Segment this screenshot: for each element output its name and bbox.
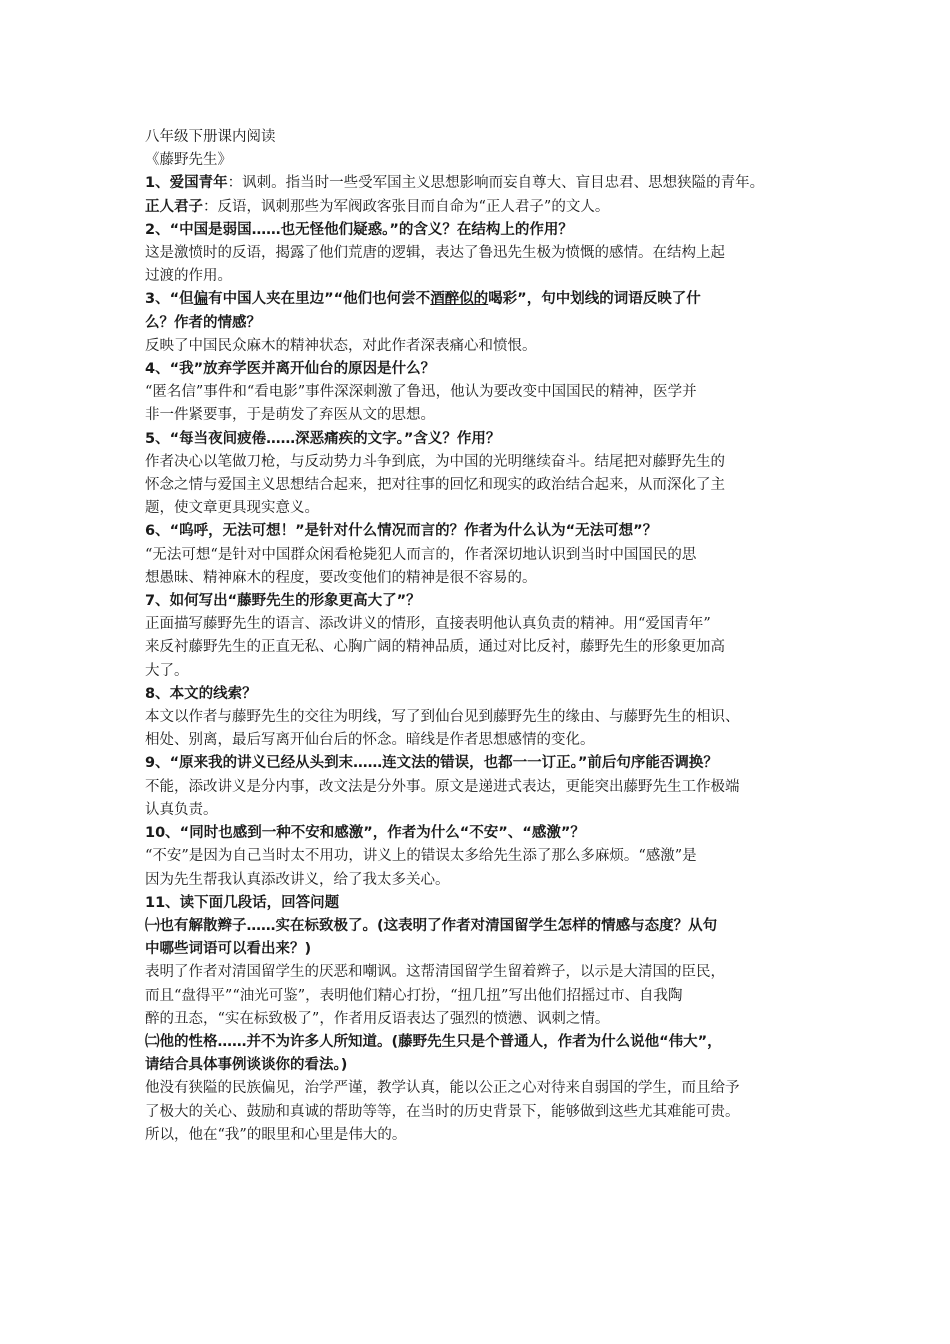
term-definition: ：反语，讽刺那些为军阀政客张目而自命为“正人君子”的文人。 [203, 198, 610, 215]
question-line: 7、如何写出“藤野先生的形象更高大了”？ [145, 593, 421, 610]
question-text: 3、“但 [145, 291, 194, 308]
answer-line: “无法可想“是针对中国群众闲看枪毙犯人而言的，作者深切地认识到当时中国国民的思 [145, 546, 697, 563]
question-line: 请结合具体事例谈谈你的看法。) [145, 1057, 348, 1074]
question-line: 8、本文的线索？ [145, 685, 257, 702]
term-definition: ：讽刺。指当时一些受军国主义思想影响而妄自尊大、盲目忠君、思想狭隘的青年。 [227, 175, 765, 192]
document-body [145, 172, 817, 1147]
question-line: 10、“同时也感到一种不安和感激”，作者为什么“不安”、“感激”？ [145, 825, 585, 842]
question-line: 么？作者的情感？ [145, 314, 261, 331]
answer-line: 题，使文章更具现实意义。 [145, 500, 319, 517]
underlined-word: 酒醉似的 [430, 291, 489, 308]
answer-line: 作者决心以笔做刀枪，与反动势力斗争到底，为中国的光明继续奋斗。结尾把对藤野先生的 [145, 453, 725, 470]
answer-line: 怀念之情与爱国主义思想结合起来，把对往事的回忆和现实的政治结合起来，从而深化了主 [145, 477, 725, 494]
answer-line: 表明了作者对清国留学生的厌恶和嘲讽。这帮清国留学生留着辫子，以示是大清国的臣民， [145, 964, 725, 981]
question-line: 6、“呜呼，无法可想！”是针对什么情况而言的？作者为什么认为“无法可想”？ [145, 523, 658, 540]
answer-line: 反映了中国民众麻木的精神状态，对此作者深表痛心和愤恨。 [145, 337, 537, 354]
question-line: 9、“原来我的讲义已经从头到末……连文法的错误，也都一一订正。”前后句序能否调换？ [145, 755, 718, 772]
answer-line: 认真负责。 [145, 801, 218, 818]
answer-line: 本文以作者与藤野先生的交往为明线，写了到仙台见到藤野先生的缘由、与藤野先生的相识、 [145, 709, 740, 726]
answer-line: 过渡的作用。 [145, 268, 232, 285]
question-line: 2、“中国是弱国……也无怪他们疑惑。”的含义？在结构上的作用？ [145, 221, 573, 238]
term-line [145, 172, 817, 195]
answer-line: 他没有狭隘的民族偏见，治学严谨，教学认真，能以公正之心对待来自弱国的学生，而且给予 [145, 1080, 740, 1097]
answer-line: 不能，添改讲义是分内事，改文法是分外事。原文是递进式表达，更能突出藤野先生工作极端 [145, 778, 740, 795]
document-page [145, 126, 817, 1147]
answer-line: 醉的丑态，“实在标致极了”，作者用反语表达了强烈的愤懑、讽刺之情。 [145, 1010, 610, 1027]
answer-line: “匿名信”事件和“看电影”事件深深刺激了鲁迅，他认为要改变中国国民的精神，医学并 [145, 384, 697, 401]
term-line [145, 196, 817, 219]
question-line: 中哪些词语可以看出来？) [145, 941, 312, 958]
question-line: 11、读下面几段话，回答问题 [145, 894, 340, 911]
question-line: ㈡他的性格……并不为许多人所知道。(藤野先生只是个普通人，作者为什么说他“伟大”， [145, 1033, 722, 1050]
document-subtitle: 《藤野先生》 [145, 152, 232, 169]
question-line [145, 288, 817, 311]
underlined-word: 偏 [193, 291, 209, 308]
question-text: 有中国人夹在里边”“他们也何尝不 [208, 291, 431, 308]
answer-line: 来反衬藤野先生的正直无私、心胸广阔的精神品质，通过对比反衬，藤野先生的形象更加高 [145, 639, 725, 656]
question-text: 喝彩”，句中划线的词语反映了什 [488, 291, 701, 308]
answer-line: 想愚昧、精神麻木的程度，要改变他们的精神是很不容易的。 [145, 569, 537, 586]
answer-line: 所以，他在“我”的眼里和心里是伟大的。 [145, 1126, 407, 1143]
question-line: ㈠也有解散辫子……实在标致极了。(这表明了作者对清国留学生怎样的情感与态度？从句 [145, 917, 718, 934]
question-line: 5、“每当夜间疲倦……深恶痛疾的文字。”含义？作用？ [145, 430, 501, 447]
answer-line: 正面描写藤野先生的语言、添改讲义的情形，直接表明他认真负责的精神。用“爱国青年” [145, 616, 711, 633]
question-line: 4、“我”放弃学医并离开仙台的原因是什么？ [145, 361, 436, 378]
answer-line: 而且“盘得平”“油光可鉴”，表明他们精心打扮，“扭几扭”写出他们招摇过市、自我陶 [145, 987, 683, 1004]
document-title: 八年级下册课内阅读 [145, 129, 276, 145]
answer-line: 了极大的关心、鼓励和真诚的帮助等等，在当时的历史背景下，能够做到这些尤其难能可贵。 [145, 1103, 740, 1120]
answer-line: 相处、别离，最后写离开仙台后的怀念。暗线是作者思想感情的变化。 [145, 732, 595, 749]
answer-line: 大了。 [145, 662, 189, 679]
term-label: 正人君子 [145, 198, 203, 215]
answer-line: “不安”是因为自己当时太不用功，讲义上的错误太多给先生添了那么多麻烦。“感激”是 [145, 848, 697, 865]
answer-line: 因为先生帮我认真添改讲义，给了我太多关心。 [145, 871, 450, 888]
term-label: 1、爱国青年 [145, 175, 228, 192]
answer-line: 非一件紧要事，于是萌发了弃医从文的思想。 [145, 407, 435, 424]
answer-line: 这是激愤时的反语，揭露了他们荒唐的逻辑，表达了鲁迅先生极为愤慨的感情。在结构上起 [145, 245, 725, 262]
